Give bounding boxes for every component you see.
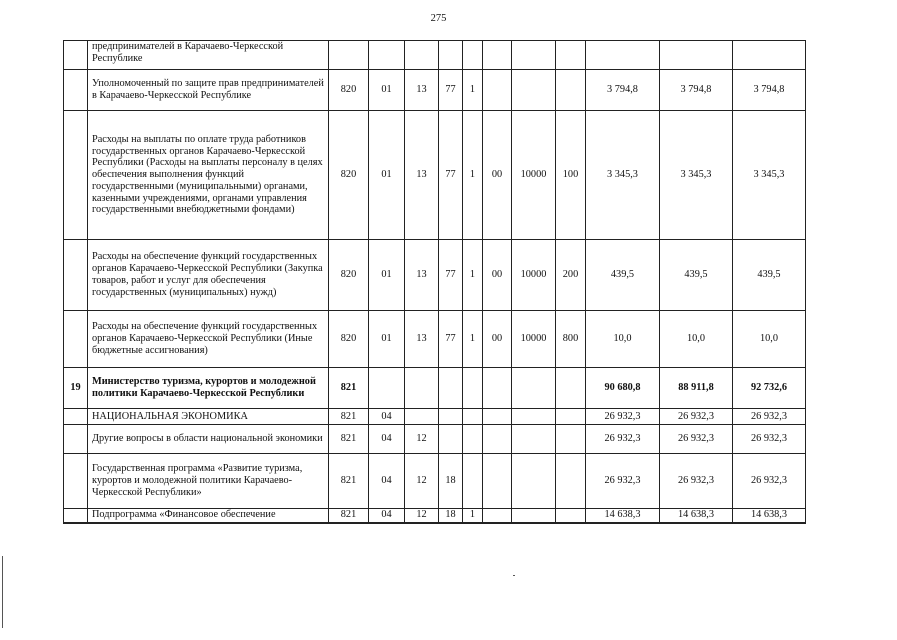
row-number <box>64 425 88 454</box>
subsection-code: 13 <box>405 240 439 311</box>
article-code <box>512 70 556 111</box>
article-code <box>512 425 556 454</box>
amount-year-2: 3 794,8 <box>660 70 733 111</box>
row-number <box>64 409 88 425</box>
amount-year-3: 26 932,3 <box>733 454 806 509</box>
section-code: 04 <box>369 425 405 454</box>
amount-year-1: 90 680,8 <box>586 368 660 409</box>
direction-code: 00 <box>483 240 512 311</box>
amount-year-1: 10,0 <box>586 311 660 368</box>
expense-type-code <box>556 509 586 523</box>
amount-year-1: 3 345,3 <box>586 111 660 240</box>
subprogram-code: 1 <box>463 111 483 240</box>
direction-code: 00 <box>483 111 512 240</box>
subprogram-code: 1 <box>463 509 483 523</box>
admin-code: 821 <box>329 425 369 454</box>
amount-year-3: 3 345,3 <box>733 111 806 240</box>
program-code <box>439 425 463 454</box>
direction-code <box>483 454 512 509</box>
amount-year-2: 88 911,8 <box>660 368 733 409</box>
subsection-code <box>405 368 439 409</box>
section-code: 04 <box>369 409 405 425</box>
row-number <box>64 454 88 509</box>
program-code: 77 <box>439 111 463 240</box>
subprogram-code: 1 <box>463 240 483 311</box>
amount-year-3: 92 732,6 <box>733 368 806 409</box>
row-number <box>64 41 88 70</box>
expense-name: Министерство туризма, курортов и молодежной политики Карачаево-Черкесской Республики <box>88 368 329 409</box>
row-number <box>64 70 88 111</box>
subsection-code: 12 <box>405 509 439 523</box>
article-code: 10000 <box>512 111 556 240</box>
page-number: 275 <box>430 13 447 24</box>
expense-name: Уполномоченный по защите прав предпринимателей в Карачаево-Черкесской Республике <box>88 70 329 111</box>
amount-year-1: 26 932,3 <box>586 409 660 425</box>
amount-year-3: 26 932,3 <box>733 409 806 425</box>
direction-code <box>483 409 512 425</box>
expense-type-code <box>556 425 586 454</box>
amount-year-1: 3 794,8 <box>586 70 660 111</box>
subsection-code: 13 <box>405 111 439 240</box>
expense-name: Подпрограмма «Финансовое обеспечение <box>88 509 329 523</box>
expense-name: Государственная программа «Развитие туризма, курортов и молодежной политики Карачаево-Черкесской Республики» <box>88 454 329 509</box>
amount-year-2: 10,0 <box>660 311 733 368</box>
table-row <box>64 70 806 111</box>
section-code: 01 <box>369 111 405 240</box>
row-number <box>64 509 88 523</box>
admin-code: 820 <box>329 70 369 111</box>
article-code <box>512 409 556 425</box>
subprogram-code <box>463 454 483 509</box>
amount-year-1 <box>586 41 660 70</box>
article-code <box>512 41 556 70</box>
section-code <box>369 368 405 409</box>
article-code <box>512 509 556 523</box>
budget-table <box>63 40 806 524</box>
amount-year-3: 3 794,8 <box>733 70 806 111</box>
expense-type-code: 800 <box>556 311 586 368</box>
article-code <box>512 454 556 509</box>
expense-type-code <box>556 409 586 425</box>
section-code: 01 <box>369 240 405 311</box>
direction-code <box>483 70 512 111</box>
table-row <box>64 409 806 425</box>
table-row <box>64 41 806 70</box>
admin-code: 821 <box>329 454 369 509</box>
scan-speck <box>513 575 515 576</box>
expense-type-code: 100 <box>556 111 586 240</box>
expense-name: НАЦИОНАЛЬНАЯ ЭКОНОМИКА <box>88 409 329 425</box>
article-code <box>512 368 556 409</box>
subprogram-code: 1 <box>463 311 483 368</box>
expense-name: Расходы на обеспечение функций государственных органов Карачаево-Черкесской Республики (Иные бюджетные ассигнования) <box>88 311 329 368</box>
article-code: 10000 <box>512 311 556 368</box>
expense-name: Другие вопросы в области национальной экономики <box>88 425 329 454</box>
table-row <box>64 111 806 240</box>
amount-year-2: 439,5 <box>660 240 733 311</box>
subsection-code <box>405 409 439 425</box>
section-code <box>369 41 405 70</box>
subsection-code <box>405 41 439 70</box>
row-number <box>64 240 88 311</box>
program-code <box>439 368 463 409</box>
admin-code: 821 <box>329 409 369 425</box>
program-code <box>439 409 463 425</box>
amount-year-3: 14 638,3 <box>733 509 806 523</box>
section-code: 01 <box>369 311 405 368</box>
table-row <box>64 240 806 311</box>
amount-year-3: 26 932,3 <box>733 425 806 454</box>
expense-type-code <box>556 70 586 111</box>
amount-year-3: 10,0 <box>733 311 806 368</box>
program-code: 77 <box>439 240 463 311</box>
amount-year-2: 14 638,3 <box>660 509 733 523</box>
program-code: 77 <box>439 311 463 368</box>
row-number: 19 <box>64 368 88 409</box>
admin-code: 820 <box>329 240 369 311</box>
admin-code: 821 <box>329 368 369 409</box>
amount-year-1: 26 932,3 <box>586 454 660 509</box>
expense-name: Расходы на выплаты по оплате труда работников государственных органов Карачаево-Черкесской Республики (Расходы на выплаты персоналу в целях обеспечения выполнения функций государственными (муниципальными) органами, казенными учреждениями, органами управления государственными внебюджетными фондами) <box>88 111 329 240</box>
direction-code <box>483 509 512 523</box>
article-code: 10000 <box>512 240 556 311</box>
subsection-code: 12 <box>405 425 439 454</box>
program-code: 77 <box>439 70 463 111</box>
amount-year-2: 26 932,3 <box>660 409 733 425</box>
table-row <box>64 368 806 409</box>
amount-year-3 <box>733 41 806 70</box>
amount-year-2: 26 932,3 <box>660 425 733 454</box>
admin-code <box>329 41 369 70</box>
direction-code: 00 <box>483 311 512 368</box>
scan-edge-line <box>2 556 3 628</box>
row-number <box>64 311 88 368</box>
expense-name: предпринимателей в Карачаево-Черкесской Республике <box>88 41 329 70</box>
section-code: 01 <box>369 70 405 111</box>
expense-type-code: 200 <box>556 240 586 311</box>
expense-type-code <box>556 454 586 509</box>
subprogram-code <box>463 425 483 454</box>
admin-code: 821 <box>329 509 369 523</box>
section-code: 04 <box>369 509 405 523</box>
program-code: 18 <box>439 454 463 509</box>
table-row <box>64 454 806 509</box>
amount-year-2 <box>660 41 733 70</box>
subsection-code: 12 <box>405 454 439 509</box>
direction-code <box>483 368 512 409</box>
subsection-code: 13 <box>405 311 439 368</box>
subprogram-code <box>463 41 483 70</box>
row-number <box>64 111 88 240</box>
table-row <box>64 311 806 368</box>
admin-code: 820 <box>329 311 369 368</box>
amount-year-1: 26 932,3 <box>586 425 660 454</box>
table-row <box>64 425 806 454</box>
subsection-code: 13 <box>405 70 439 111</box>
expense-type-code <box>556 368 586 409</box>
direction-code <box>483 425 512 454</box>
amount-year-2: 26 932,3 <box>660 454 733 509</box>
program-code: 18 <box>439 509 463 523</box>
subprogram-code <box>463 368 483 409</box>
program-code <box>439 41 463 70</box>
expense-type-code <box>556 41 586 70</box>
expense-name: Расходы на обеспечение функций государственных органов Карачаево-Черкесской Республики (Закупка товаров, работ и услуг для обеспечения государственных (муниципальных) нужд) <box>88 240 329 311</box>
section-code: 04 <box>369 454 405 509</box>
direction-code <box>483 41 512 70</box>
subprogram-code <box>463 409 483 425</box>
amount-year-1: 439,5 <box>586 240 660 311</box>
admin-code: 820 <box>329 111 369 240</box>
table-row <box>64 509 806 523</box>
subprogram-code: 1 <box>463 70 483 111</box>
amount-year-3: 439,5 <box>733 240 806 311</box>
amount-year-1: 14 638,3 <box>586 509 660 523</box>
amount-year-2: 3 345,3 <box>660 111 733 240</box>
